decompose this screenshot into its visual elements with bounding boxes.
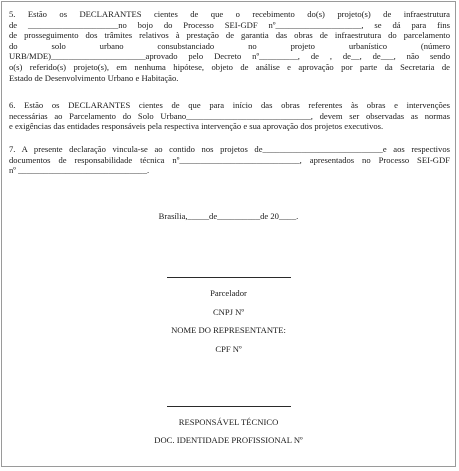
- clause-7-line: 7. A presente declaração vincula-se ao contido nos projetos de____________________________e aos respectivos: [9, 144, 450, 154]
- date-line: Brasília,_____de__________de 20____.: [158, 211, 299, 221]
- clause-7: [9, 144, 450, 176]
- clause-6-line: necessárias ao Parcelamento do Solo Urbano_____________________________, devem ser observadas as normas: [9, 110, 450, 121]
- clause-6: [9, 100, 450, 132]
- clause-5-line: Estado de Desenvolvimento Urbano e Habitação.: [9, 72, 179, 83]
- clause-5-line: o(s) referido(s) projeto(s), em nenhuma hipótese, objeto de análise e aprovação por parte da Secretaria de: [9, 61, 450, 72]
- clause-5-line: 5. Estão os DECLARANTES cientes de que o recebimento do(s) projeto(s) de infraestrutura: [9, 9, 450, 19]
- parcelador-role: Parcelador: [210, 288, 247, 298]
- parcelador-cnpj: CNPJ Nº: [212, 307, 245, 317]
- tecnico-doc: DOC. IDENTIDADE PROFISSIONAL Nº: [154, 435, 303, 445]
- tecnico-signature-line: [167, 406, 291, 407]
- parcelador-representative: NOME DO REPRESENTANTE:: [171, 325, 286, 335]
- clause-5-line: URB/MDE)______________________aprovado pelo Decreto nº_________, de , de__, de___, não sendo: [9, 51, 450, 62]
- clause-5-line: do solo urbano consubstanciado no projeto urbanístico (número: [9, 40, 450, 51]
- clause-7-line: nº ______________________________.: [9, 165, 150, 176]
- clause-5-line: de _____________________no bojo do Processo SEI-GDF nº____________________, se dá para fins: [9, 19, 450, 30]
- declaration-document: [1, 1, 456, 467]
- clause-6-line: 6. Estão os DECLARANTES cientes de que para início das obras referentes às obras e intervenções: [9, 100, 450, 110]
- parcelador-cpf: CPF Nº: [215, 344, 242, 354]
- clause-7-line: documentos de responsabilidade técnica nº____________________________, apresentados no Processo SEI-GDF: [9, 154, 450, 165]
- tecnico-role: RESPONSÁVEL TÉCNICO: [178, 417, 279, 427]
- clause-5-line: de prosseguimento dos trâmites relativos à prestação de garantia das obras de infraestrutura do parcelamento: [9, 30, 450, 41]
- clause-5: [9, 9, 450, 83]
- clause-6-line: e exigências das entidades responsáveis pela respectiva intervenção e sua aprovação dos projetos executivos.: [9, 121, 384, 132]
- parcelador-signature-line: [167, 277, 291, 278]
